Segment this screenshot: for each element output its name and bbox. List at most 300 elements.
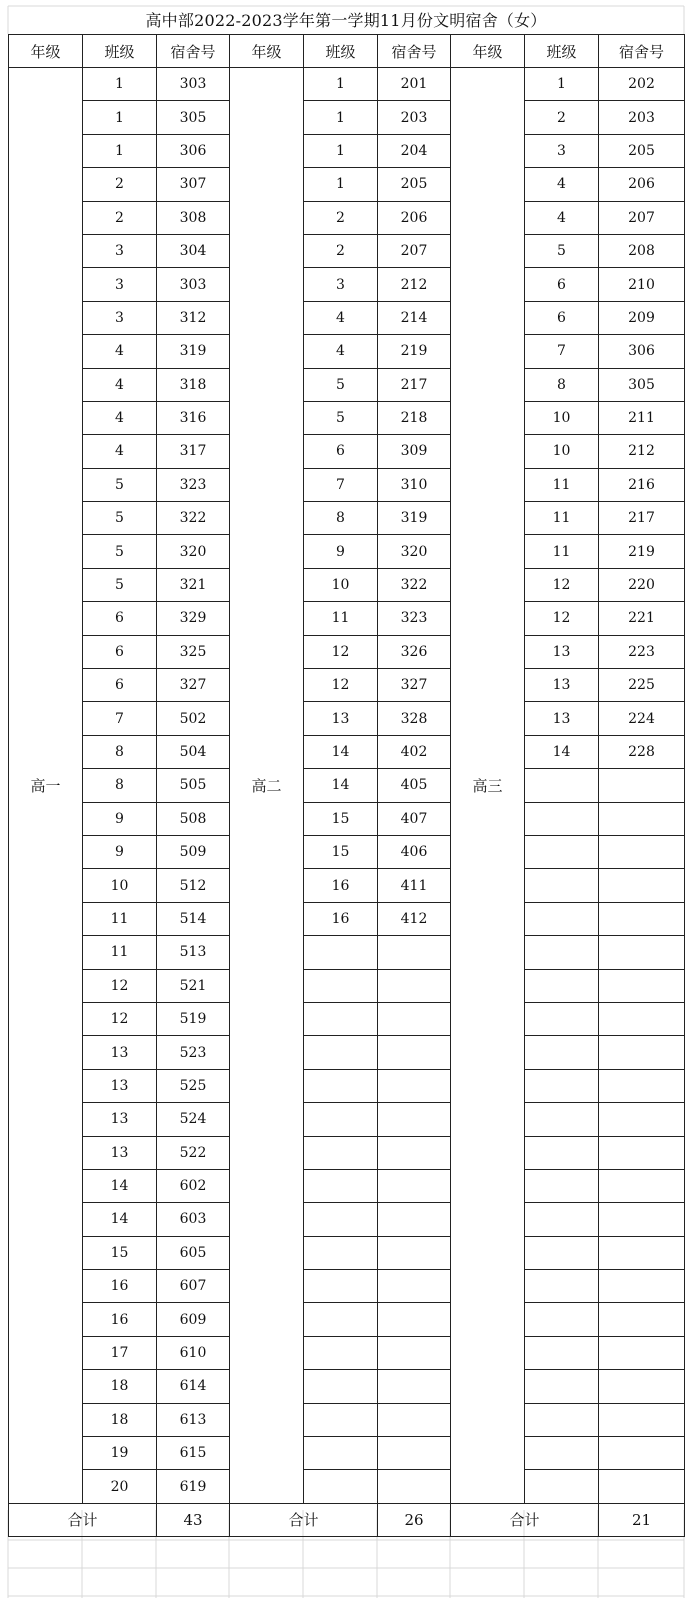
class-cell: 13 (304, 702, 378, 735)
table-row (9, 1203, 685, 1236)
class-cell: 13 (525, 635, 599, 668)
class-cell: 13 (83, 1103, 157, 1136)
class-cell: 6 (304, 435, 378, 468)
class-cell: 12 (304, 669, 378, 702)
dorm-cell (599, 1002, 685, 1035)
class-cell: 6 (525, 268, 599, 301)
dorm-cell (378, 1236, 451, 1269)
dorm-cell: 304 (157, 234, 230, 267)
dorm-cell: 610 (157, 1336, 230, 1369)
dorm-cell (378, 1437, 451, 1470)
dorm-cell: 206 (378, 201, 451, 234)
dorm-cell: 219 (599, 535, 685, 568)
dorm-cell: 309 (378, 435, 451, 468)
class-cell: 11 (83, 936, 157, 969)
table-row (9, 1136, 685, 1169)
class-cell: 4 (83, 335, 157, 368)
dorm-cell: 322 (378, 568, 451, 601)
class-cell (525, 1236, 599, 1269)
class-cell (304, 1036, 378, 1069)
dorm-cell: 310 (378, 468, 451, 501)
class-cell (525, 936, 599, 969)
table-row (9, 435, 685, 468)
dorm-cell: 402 (378, 735, 451, 768)
table-row (9, 702, 685, 735)
class-cell (525, 1203, 599, 1236)
dorm-cell: 219 (378, 335, 451, 368)
class-cell: 1 (525, 68, 599, 101)
dorm-cell: 412 (378, 902, 451, 935)
sheet-title: 高中部2022-2023学年第一学期11月份文明宿舍（女） (145, 11, 547, 30)
dorm-cell: 508 (157, 802, 230, 835)
class-cell (304, 1270, 378, 1303)
header-grade: 年级 (9, 35, 83, 68)
grade-cell: 高一 (9, 68, 83, 1504)
class-cell: 13 (525, 702, 599, 735)
class-cell (525, 1470, 599, 1503)
table-row (9, 1403, 685, 1436)
dorm-cell (378, 936, 451, 969)
dorm-cell: 323 (378, 602, 451, 635)
table-row (9, 969, 685, 1002)
header-dorm: 宿舍号 (157, 35, 230, 68)
class-cell: 8 (83, 769, 157, 802)
table-row (9, 1336, 685, 1369)
dorm-cell: 524 (157, 1103, 230, 1136)
dorm-cell: 303 (157, 268, 230, 301)
dorm-cell: 323 (157, 468, 230, 501)
class-cell (304, 1336, 378, 1369)
class-cell: 11 (304, 602, 378, 635)
class-cell: 13 (83, 1136, 157, 1169)
class-cell: 5 (83, 568, 157, 601)
class-cell: 6 (83, 635, 157, 668)
class-cell (525, 869, 599, 902)
class-cell: 4 (83, 435, 157, 468)
total-value: 21 (599, 1503, 685, 1536)
class-cell: 4 (525, 168, 599, 201)
dorm-cell (599, 1236, 685, 1269)
class-cell (525, 769, 599, 802)
class-cell (525, 1169, 599, 1202)
class-cell: 11 (525, 535, 599, 568)
class-cell (525, 835, 599, 868)
dorm-cell (599, 802, 685, 835)
grade-cell: 高三 (451, 68, 525, 1504)
dorm-cell: 319 (378, 502, 451, 535)
class-cell (525, 1069, 599, 1102)
class-cell: 7 (83, 702, 157, 735)
dorm-cell: 614 (157, 1370, 230, 1403)
class-cell (304, 969, 378, 1002)
dorm-cell: 525 (157, 1069, 230, 1102)
dorm-cell: 220 (599, 568, 685, 601)
class-cell: 8 (525, 368, 599, 401)
class-cell: 18 (83, 1403, 157, 1436)
dorm-cell: 317 (157, 435, 230, 468)
header-dorm: 宿舍号 (378, 35, 451, 68)
class-cell: 3 (83, 234, 157, 267)
class-cell (304, 1370, 378, 1403)
dorm-cell: 212 (378, 268, 451, 301)
table-row (9, 1002, 685, 1035)
table-row (9, 902, 685, 935)
class-cell: 1 (304, 134, 378, 167)
dorm-cell: 203 (599, 101, 685, 134)
dorm-cell: 327 (378, 669, 451, 702)
class-cell (525, 1336, 599, 1369)
header-dorm: 宿舍号 (599, 35, 685, 68)
dorm-cell (599, 1370, 685, 1403)
table-row (9, 769, 685, 802)
class-cell: 3 (83, 301, 157, 334)
dorm-cell: 202 (599, 68, 685, 101)
class-cell: 12 (304, 635, 378, 668)
class-cell (304, 1437, 378, 1470)
dorm-cell: 212 (599, 435, 685, 468)
total-label: 合计 (9, 1503, 157, 1536)
class-cell: 5 (83, 535, 157, 568)
class-cell: 16 (304, 869, 378, 902)
dorm-cell: 602 (157, 1169, 230, 1202)
class-cell: 14 (83, 1203, 157, 1236)
class-cell: 18 (83, 1370, 157, 1403)
class-cell: 1 (83, 134, 157, 167)
table-row (9, 1169, 685, 1202)
total-label: 合计 (230, 1503, 378, 1536)
table-row (9, 735, 685, 768)
dorm-cell: 607 (157, 1270, 230, 1303)
dorm-cell: 217 (599, 502, 685, 535)
dorm-cell: 308 (157, 201, 230, 234)
header-class: 班级 (83, 35, 157, 68)
class-cell (304, 1169, 378, 1202)
dorm-cell (599, 1169, 685, 1202)
class-cell: 13 (83, 1036, 157, 1069)
table-row (9, 401, 685, 434)
class-cell: 1 (304, 168, 378, 201)
class-cell: 4 (83, 368, 157, 401)
class-cell: 8 (304, 502, 378, 535)
class-cell (304, 1136, 378, 1169)
dorm-cell: 320 (378, 535, 451, 568)
class-cell: 8 (83, 735, 157, 768)
class-cell: 1 (83, 68, 157, 101)
class-cell: 5 (525, 234, 599, 267)
dorm-cell: 504 (157, 735, 230, 768)
class-cell (304, 936, 378, 969)
table-row (9, 869, 685, 902)
class-cell: 3 (83, 268, 157, 301)
class-cell (304, 1103, 378, 1136)
table-row (9, 1437, 685, 1470)
dorm-cell (378, 1036, 451, 1069)
dorm-cell: 328 (378, 702, 451, 735)
dorm-cell: 209 (599, 301, 685, 334)
class-cell: 11 (525, 502, 599, 535)
class-cell: 15 (83, 1236, 157, 1269)
class-cell: 11 (83, 902, 157, 935)
class-cell (304, 1069, 378, 1102)
class-cell: 4 (304, 335, 378, 368)
class-cell: 16 (304, 902, 378, 935)
class-cell: 16 (83, 1303, 157, 1336)
class-cell: 13 (83, 1069, 157, 1102)
header-grade: 年级 (451, 35, 525, 68)
dorm-cell: 405 (378, 769, 451, 802)
dorm-cell: 307 (157, 168, 230, 201)
dorm-cell: 522 (157, 1136, 230, 1169)
table-row (9, 1470, 685, 1503)
class-cell (304, 1403, 378, 1436)
dorm-cell: 211 (599, 401, 685, 434)
dorm-cell: 523 (157, 1036, 230, 1069)
class-cell: 3 (304, 268, 378, 301)
class-cell: 7 (304, 468, 378, 501)
class-cell: 20 (83, 1470, 157, 1503)
class-cell: 6 (83, 602, 157, 635)
class-cell: 2 (304, 234, 378, 267)
table-row (9, 68, 685, 101)
dorm-cell: 319 (157, 335, 230, 368)
dorm-cell (599, 869, 685, 902)
header-class: 班级 (525, 35, 599, 68)
dorm-cell (599, 1136, 685, 1169)
table-row (9, 568, 685, 601)
dorm-cell (378, 1002, 451, 1035)
class-cell (525, 1002, 599, 1035)
table-row (9, 301, 685, 334)
dorm-cell: 316 (157, 401, 230, 434)
dorm-cell: 322 (157, 502, 230, 535)
dorm-cell: 609 (157, 1303, 230, 1336)
class-cell: 5 (304, 401, 378, 434)
dorm-cell: 228 (599, 735, 685, 768)
table-row (9, 268, 685, 301)
dorm-cell: 303 (157, 68, 230, 101)
class-cell: 13 (525, 669, 599, 702)
dorm-cell (378, 1069, 451, 1102)
class-cell (525, 1136, 599, 1169)
dorm-cell: 306 (599, 335, 685, 368)
dorm-cell (599, 1036, 685, 1069)
class-cell (304, 1002, 378, 1035)
dorm-cell (599, 1403, 685, 1436)
dorm-cell (378, 1203, 451, 1236)
class-cell: 10 (83, 869, 157, 902)
table-row (9, 1370, 685, 1403)
total-value: 26 (378, 1503, 451, 1536)
class-cell: 1 (83, 101, 157, 134)
dorm-cell: 218 (378, 401, 451, 434)
class-cell: 5 (304, 368, 378, 401)
dorm-cell: 325 (157, 635, 230, 668)
class-cell: 3 (525, 134, 599, 167)
table-row (9, 936, 685, 969)
class-cell: 12 (525, 602, 599, 635)
total-label: 合计 (451, 1503, 599, 1536)
class-cell (525, 1303, 599, 1336)
dorm-cell: 216 (599, 468, 685, 501)
table-row (9, 1069, 685, 1102)
header-row (9, 35, 685, 68)
table-row (9, 1303, 685, 1336)
dorm-cell: 205 (599, 134, 685, 167)
dorm-cell: 320 (157, 535, 230, 568)
dorm-cell: 509 (157, 835, 230, 868)
dorm-cell (599, 1069, 685, 1102)
class-cell: 6 (525, 301, 599, 334)
class-cell: 11 (525, 468, 599, 501)
dorm-cell: 502 (157, 702, 230, 735)
table-row (9, 101, 685, 134)
class-cell: 10 (525, 401, 599, 434)
dorm-cell: 406 (378, 835, 451, 868)
class-cell: 9 (304, 535, 378, 568)
class-cell: 4 (304, 301, 378, 334)
class-cell (525, 1437, 599, 1470)
dorm-cell (378, 1169, 451, 1202)
table-row (9, 168, 685, 201)
dorm-cell: 204 (378, 134, 451, 167)
class-cell (525, 1270, 599, 1303)
table-row (9, 635, 685, 668)
dorm-cell: 217 (378, 368, 451, 401)
dorm-cell (378, 1336, 451, 1369)
class-cell: 19 (83, 1437, 157, 1470)
dorm-cell (378, 1136, 451, 1169)
dorm-cell (599, 1437, 685, 1470)
dorm-cell: 223 (599, 635, 685, 668)
class-cell: 7 (525, 335, 599, 368)
class-cell: 6 (83, 669, 157, 702)
dorm-cell: 615 (157, 1437, 230, 1470)
dorm-cell: 306 (157, 134, 230, 167)
dorm-cell (378, 1370, 451, 1403)
dorm-cell: 505 (157, 769, 230, 802)
class-cell: 4 (83, 401, 157, 434)
dorm-cell: 329 (157, 602, 230, 635)
dorm-cell (378, 1303, 451, 1336)
class-cell: 12 (83, 1002, 157, 1035)
dorm-cell (599, 769, 685, 802)
table-row (9, 835, 685, 868)
class-cell: 15 (304, 802, 378, 835)
dorm-cell (599, 1470, 685, 1503)
dorm-cell: 201 (378, 68, 451, 101)
class-cell (525, 1036, 599, 1069)
dormitory-table (8, 34, 685, 1537)
dorm-cell: 210 (599, 268, 685, 301)
class-cell: 9 (83, 835, 157, 868)
dorm-cell (378, 1403, 451, 1436)
class-cell (304, 1203, 378, 1236)
dorm-cell: 321 (157, 568, 230, 601)
table-row (9, 368, 685, 401)
class-cell (525, 1403, 599, 1436)
dorm-cell: 514 (157, 902, 230, 935)
table-row (9, 602, 685, 635)
dorm-cell: 326 (378, 635, 451, 668)
class-cell: 14 (525, 735, 599, 768)
table-row (9, 1103, 685, 1136)
class-cell (304, 1470, 378, 1503)
class-cell (525, 802, 599, 835)
table-row (9, 1236, 685, 1269)
class-cell (525, 902, 599, 935)
dorm-cell: 519 (157, 1002, 230, 1035)
dorm-cell (378, 1270, 451, 1303)
dorm-cell (378, 1103, 451, 1136)
header-class: 班级 (304, 35, 378, 68)
dorm-cell (599, 1203, 685, 1236)
class-cell: 1 (304, 68, 378, 101)
class-cell (525, 969, 599, 1002)
table-row (9, 502, 685, 535)
dorm-cell: 512 (157, 869, 230, 902)
dorm-cell: 605 (157, 1236, 230, 1269)
table-row (9, 535, 685, 568)
dorm-cell: 521 (157, 969, 230, 1002)
dorm-cell (599, 1103, 685, 1136)
dorm-cell: 205 (378, 168, 451, 201)
dorm-cell: 214 (378, 301, 451, 334)
dorm-cell: 207 (599, 201, 685, 234)
dorm-cell (599, 1336, 685, 1369)
dorm-cell: 613 (157, 1403, 230, 1436)
total-value: 43 (157, 1503, 230, 1536)
class-cell: 2 (83, 168, 157, 201)
dorm-cell: 312 (157, 301, 230, 334)
dorm-cell: 327 (157, 669, 230, 702)
dorm-cell: 411 (378, 869, 451, 902)
class-cell: 15 (304, 835, 378, 868)
class-cell: 2 (304, 201, 378, 234)
dorm-cell: 208 (599, 234, 685, 267)
table-row (9, 669, 685, 702)
table-row (9, 802, 685, 835)
class-cell (525, 1370, 599, 1403)
class-cell: 12 (525, 568, 599, 601)
dorm-cell: 407 (378, 802, 451, 835)
table-row (9, 234, 685, 267)
grade-cell: 高二 (230, 68, 304, 1504)
class-cell: 1 (304, 101, 378, 134)
dorm-cell: 305 (157, 101, 230, 134)
class-cell (304, 1303, 378, 1336)
dorm-cell: 221 (599, 602, 685, 635)
dorm-cell (599, 835, 685, 868)
dorm-cell: 603 (157, 1203, 230, 1236)
dorm-cell (599, 936, 685, 969)
class-cell: 12 (83, 969, 157, 1002)
table-row (9, 134, 685, 167)
class-cell (525, 1103, 599, 1136)
table-row (9, 1036, 685, 1069)
dorm-cell: 619 (157, 1470, 230, 1503)
class-cell: 9 (83, 802, 157, 835)
dorm-cell (599, 1270, 685, 1303)
dorm-cell: 207 (378, 234, 451, 267)
class-cell: 14 (304, 769, 378, 802)
class-cell: 17 (83, 1336, 157, 1369)
table-row (9, 201, 685, 234)
class-cell: 10 (304, 568, 378, 601)
class-cell: 2 (83, 201, 157, 234)
totals-row (9, 1503, 685, 1536)
table-row (9, 468, 685, 501)
class-cell (304, 1236, 378, 1269)
